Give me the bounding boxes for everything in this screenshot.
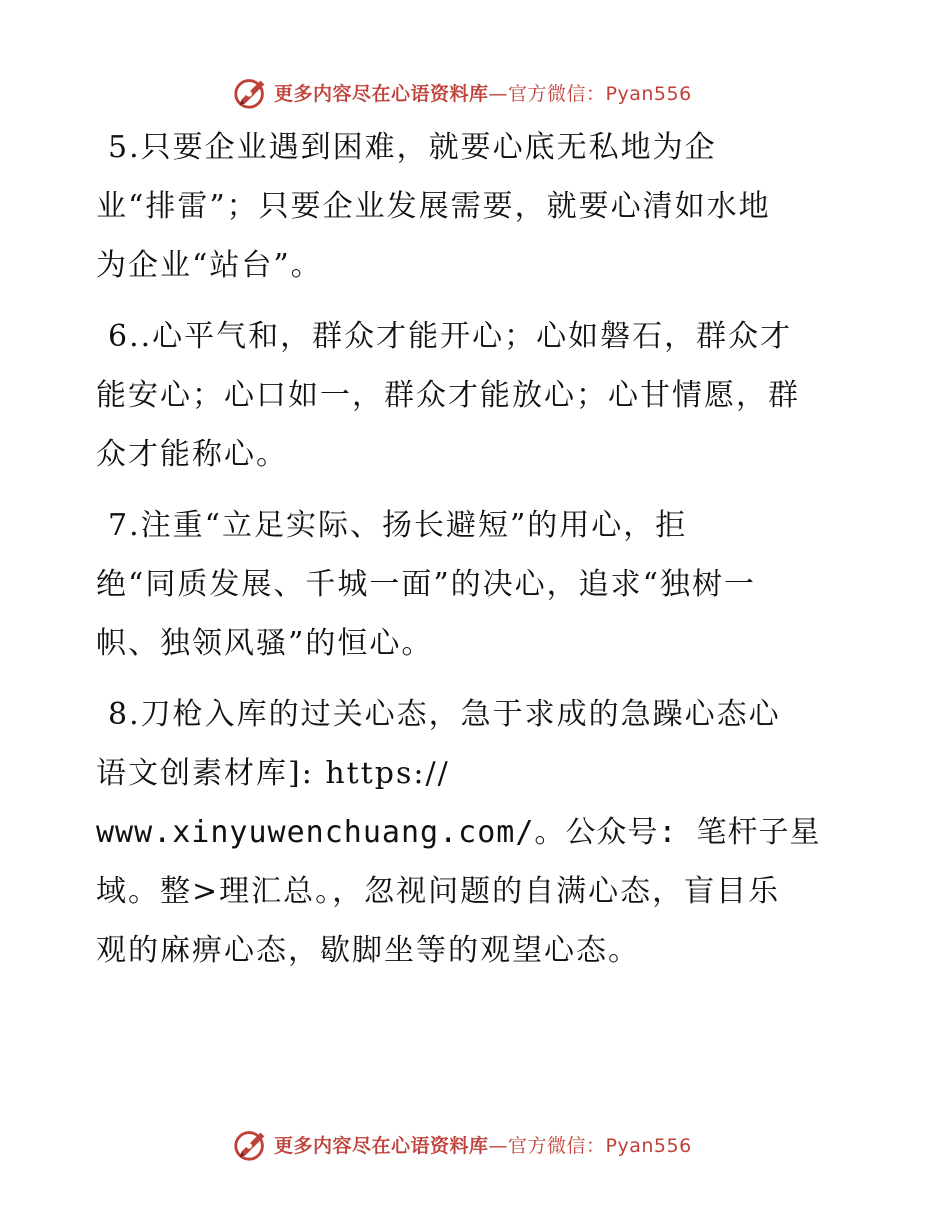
- url-text-line: www.xinyuwenchuang.com/。公众号: 笔杆子星: [96, 815, 821, 850]
- text-line: 5.只要企业遇到困难，就要心底无私地为企: [108, 130, 717, 165]
- text-line: 业“排雷”；只要企业发展需要，就要心清如水地: [96, 189, 771, 224]
- header-banner-inner: [232, 72, 692, 112]
- pen-logo-icon: [232, 1125, 270, 1163]
- footer-wechat-label: 官方微信：: [508, 1134, 606, 1157]
- footer-banner-text: [274, 1131, 692, 1158]
- text-line: 6..心平气和，群众才能开心；心如磐石，群众才: [108, 319, 793, 354]
- header-site-name: 更多内容尽在心语资料库: [274, 82, 489, 105]
- text-line: 域。整>理汇总。，忽视问题的自满心态，盲目乐: [96, 874, 781, 909]
- document-body: [96, 118, 856, 992]
- paragraph-8: [96, 685, 856, 980]
- footer-banner-inner: [232, 1124, 692, 1164]
- footer-site-name: 更多内容尽在心语资料库: [274, 1134, 489, 1157]
- text-line: 绝“同质发展、千城一面”的决心，追求“独树一: [96, 567, 757, 602]
- text-line: 8.刀枪入库的过关心态，急于求成的急躁心态心: [108, 697, 781, 732]
- text-line: 能安心；心口如一，群众才能放心；心甘情愿，群: [96, 378, 800, 413]
- text-line: 7.注重“立足实际、扬长避短”的用心，拒: [108, 508, 688, 543]
- paragraph-5: [96, 118, 856, 295]
- text-line: 语文创素材库]: https://: [96, 756, 450, 791]
- header-wechat-id: Pyan556: [605, 82, 692, 105]
- header-wechat-label: 官方微信：: [508, 82, 606, 105]
- text-line: 帜、独领风骚”的恒心。: [96, 626, 434, 661]
- header-separator: —: [488, 82, 509, 105]
- paragraph-6: [96, 307, 856, 484]
- paragraph-7: [96, 496, 856, 673]
- text-line: 观的麻痹心态，歇脚坐等的观望心态。: [96, 933, 640, 968]
- header-banner: [0, 66, 950, 116]
- text-line: 为企业“站台”。: [96, 248, 323, 283]
- pen-logo-icon: [232, 73, 270, 111]
- footer-wechat-id: Pyan556: [605, 1134, 692, 1157]
- footer-separator: —: [488, 1134, 509, 1157]
- text-line: 众才能称心。: [96, 437, 288, 472]
- header-banner-text: [274, 79, 692, 106]
- footer-banner: [0, 1118, 950, 1168]
